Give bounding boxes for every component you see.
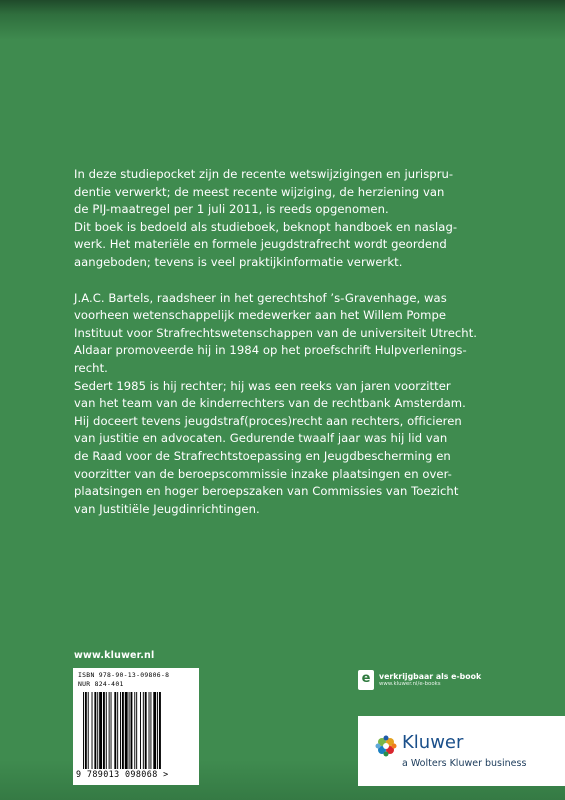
blurb-line: werk. Het materiële en formele jeugdstrafrecht wordt geordend	[74, 237, 447, 252]
isbn-barcode	[73, 668, 199, 785]
barcode-bar	[153, 692, 156, 769]
blurb-line: Dit boek is bedoeld als studieboek, beknopt handboek en naslag-	[74, 219, 458, 234]
barcode-bar	[109, 692, 110, 769]
publisher-logo-box	[358, 716, 565, 786]
barcode-digits: 9 789013 098068 >	[76, 769, 169, 779]
barcode-bar	[106, 692, 107, 769]
nur-code: NUR 824-401	[78, 680, 124, 688]
barcode-bar	[103, 692, 105, 769]
blurb-line: voorheen wetenschappelijk medewerker aan het Willem Pompe	[74, 308, 447, 323]
blurb-line: van Justitiële Jeugdinrichtingen.	[74, 501, 260, 516]
blurb-line: recht.	[74, 360, 108, 375]
back-cover-blurb	[74, 166, 500, 518]
blurb-line: de Raad voor de Strafrechtstoepassing en Jeugdbescherming en	[74, 448, 451, 463]
barcode-bar	[143, 692, 144, 769]
publisher-tagline: a Wolters Kluwer business	[402, 758, 527, 769]
barcode-bar	[92, 692, 93, 769]
barcode-bar	[159, 692, 161, 769]
barcode-bar	[157, 692, 158, 769]
isbn-number: ISBN 978-90-13-09806-8	[78, 671, 170, 679]
barcode-bar	[97, 692, 98, 769]
ebook-availability[interactable]	[358, 668, 498, 692]
barcode-bar	[94, 692, 96, 769]
ebook-url[interactable]: www.kluwer.nl/e-books	[379, 681, 441, 687]
publisher-name: Kluwer	[402, 732, 464, 753]
blurb-line: voorzitter van de beroepscommissie inzake plaatsingen en over-	[74, 466, 452, 481]
barcode-bar	[83, 692, 84, 769]
barcode-bar	[131, 692, 133, 769]
barcode-bar	[140, 692, 141, 769]
barcode-bar	[117, 692, 118, 769]
barcode-bar	[111, 692, 112, 769]
blurb-line: van het team van de kinderrechters van de rechtbank Amsterdam.	[74, 396, 466, 411]
barcode-bar	[120, 692, 121, 769]
barcode-bar	[122, 692, 124, 769]
barcode-bar	[125, 692, 128, 769]
barcode-bar	[85, 692, 87, 769]
blurb-line: Sedert 1985 is hij rechter; hij was een reeks van jaren voorzitter	[74, 378, 451, 393]
blurb-line: van justitie en advocaten. Gedurende twaalf jaar was hij lid van	[74, 431, 448, 446]
barcode-bar	[145, 692, 147, 769]
blurb-line: Hij doceert tevens jeugdstraf(proces)recht aan rechters, officieren	[74, 413, 462, 428]
ebook-text	[379, 672, 481, 688]
ebook-title: verkrijgbaar als e-book	[379, 672, 482, 681]
kluwer-globe-icon	[374, 734, 398, 758]
blurb-line: de PIJ-maatregel per 1 juli 2011, is reeds opgenomen.	[74, 202, 389, 217]
blurb-paragraph-1	[74, 166, 500, 272]
barcode-bar	[149, 692, 150, 769]
barcode-bar	[88, 692, 89, 769]
barcode-bar	[129, 692, 130, 769]
blurb-line: plaatsingen en hoger beroepszaken van Commissies van Toezicht	[74, 484, 459, 499]
e-book-icon: e	[358, 670, 374, 690]
blurb-line: aangeboden; tevens is veel praktijkinformatie verwerkt.	[74, 254, 403, 269]
blurb-line: dentie verwerkt; de meest recente wijziging, de herziening van	[74, 184, 445, 199]
barcode-bar	[150, 692, 151, 769]
blurb-paragraph-author	[74, 290, 500, 519]
barcode-bars	[83, 692, 193, 769]
blurb-line: Aldaar promoveerde hij in 1984 op het proefschrift Hulpverlenings-	[74, 343, 467, 358]
barcode-bar	[134, 692, 135, 769]
publisher-website-link[interactable]: www.kluwer.nl	[74, 650, 155, 661]
barcode-bar	[114, 692, 116, 769]
barcode-bar	[99, 692, 102, 769]
blurb-line: Instituut voor Strafrechtswetenschappen van de universiteit Utrecht.	[74, 325, 478, 340]
blurb-line: In deze studiepocket zijn de recente wetswijzigingen en jurispru-	[74, 167, 454, 181]
blurb-line: J.A.C. Bartels, raadsheer in het gerechtshof ’s-Gravenhage, was	[74, 290, 447, 305]
barcode-bar	[136, 692, 137, 769]
